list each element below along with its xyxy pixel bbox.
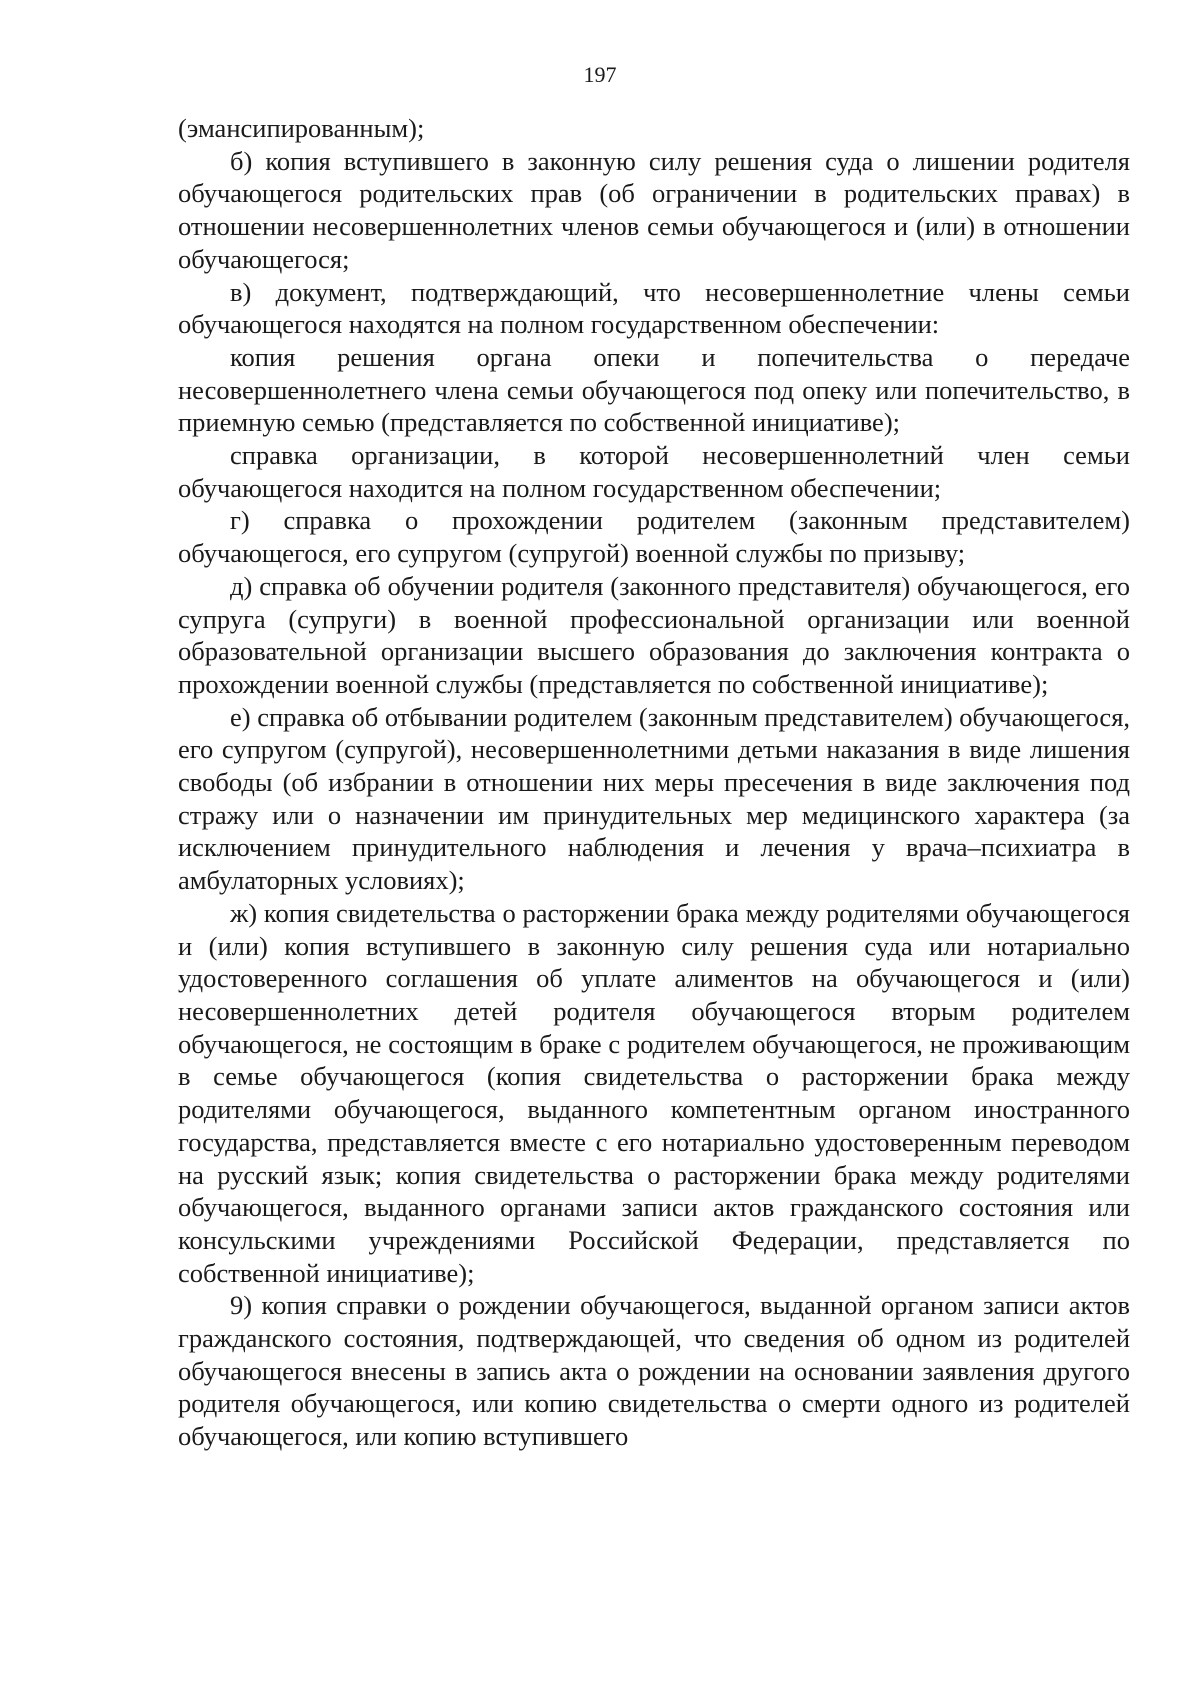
paragraph-item-9: 9) копия справки о рождении обучающегося, выданной органом записи актов гражданского состояния, подтверждающей, что сведения об одном из родителей обучающегося внесены в запись акта о рождении на основании заявления другого родителя обучающегося, или копию свидетельства о смерти одного из родителей обучающегося, или копию вступившего bbox=[178, 1290, 1130, 1452]
paragraph-item-v: в) документ, подтверждающий, что несовершеннолетние члены семьи обучающегося находятся на полном государственном обеспечении: bbox=[178, 276, 1130, 340]
paragraph-item-e: е) справка об отбывании родителем (законным представителем) обучающегося, его супругом (супругой), несовершеннолетними детьми наказания в виде лишения свободы (об избрании в отношении них меры пресечения в виде заключения под стражу или о назначении им принудительных мер медицинского характера (за исключением принудительного наблюдения и лечения у врача–психиатра в амбулаторных условиях); bbox=[178, 701, 1131, 896]
paragraph-organization-certificate: справка организации, в которой несовершеннолетний член семьи обучающегося находится на полном государственном обеспечении; bbox=[178, 440, 1130, 503]
document-body bbox=[178, 112, 1130, 1453]
paragraph-item-zh: ж) копия свидетельства о расторжении брака между родителями обучающегося и (или) копия вступившего в законную силу решения суда или нотариально удостоверенного соглашения об уплате алиментов на обучающегося и (или) несовершеннолетних детей родителя обучающегося вторым родителем обучающегося, не состоящим в браке с родителем обучающегося, не проживающим в семье обучающегося (копия свидетельства о расторжении брака между родителями обучающегося, выданного компетентным органом иностранного государства, представляется вместе с его нотариально удостоверенным переводом на русский язык; копия свидетельства о расторжении брака между родителями обучающегося, выданного органами записи актов гражданского состояния или консульскими учреждениями Российской Федерации, представляется по собственной инициативе); bbox=[178, 897, 1130, 1288]
page-number: 197 bbox=[583, 62, 617, 87]
paragraph-item-g: г) справка о прохождении родителем (законным представителем) обучающегося, его супругом (супругой) военной службы по призыву; bbox=[178, 505, 1130, 569]
paragraph-item-b: б) копия вступившего в законную силу решения суда о лишении родителя обучающегося родительских прав (об ограничении в родительских правах) в отношении несовершеннолетних членов семьи обучающегося и (или) в отношении обучающегося; bbox=[178, 145, 1130, 274]
paragraph-item-d: д) справка об обучении родителя (законного представителя) обучающегося, его супруга (супруги) в военной профессиональной организации или военной образовательной организации высшего образования до заключения контракта о прохождении военной службы (представляется по собственной инициативе); bbox=[178, 570, 1130, 699]
paragraph-guardianship-decision: копия решения органа опеки и попечительства о передаче несовершеннолетнего члена семьи обучающегося под опеку или попечительство, в приемную семью (представляется по собственной инициативе); bbox=[178, 341, 1130, 438]
paragraph-continuation: (эмансипированным); bbox=[178, 113, 425, 143]
